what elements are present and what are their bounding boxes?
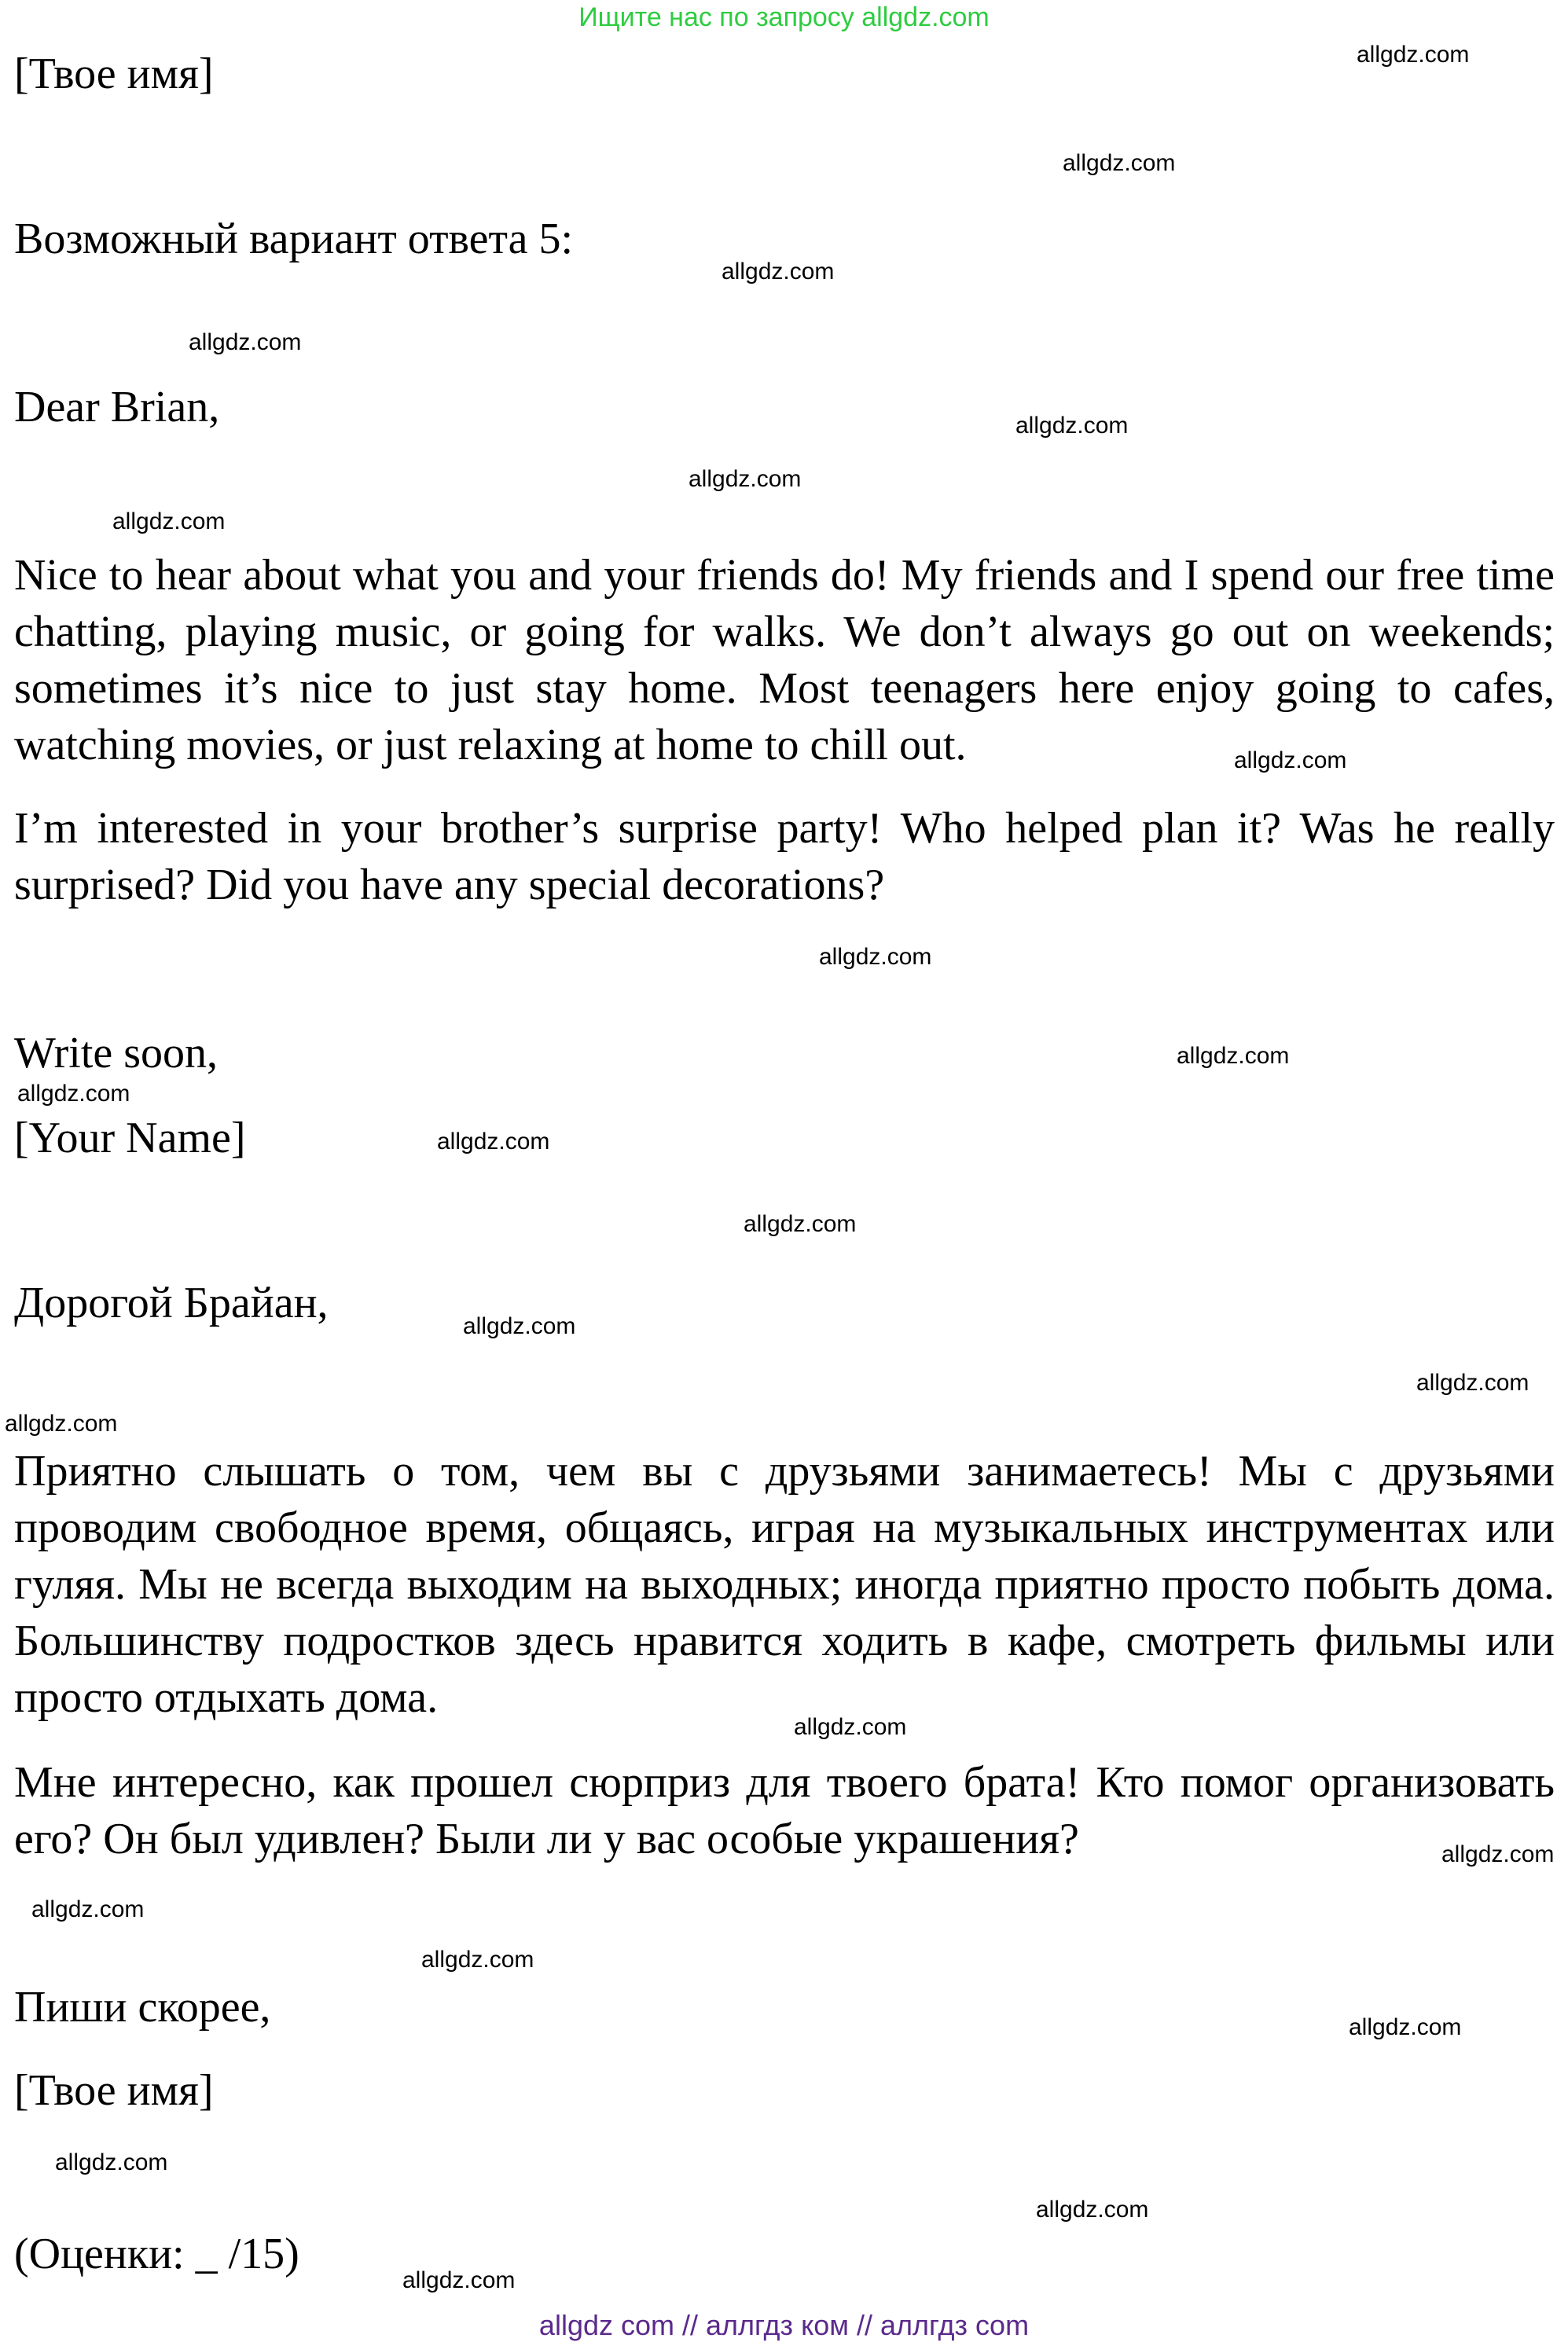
watermark: allgdz.com	[437, 1129, 550, 1154]
watermark: allgdz.com	[421, 1947, 534, 1973]
score-line: (Оценки: _ /15)	[14, 2230, 299, 2278]
variant-heading: Возможный вариант ответа 5:	[14, 215, 574, 263]
watermark: allgdz.com	[819, 944, 932, 970]
watermark: allgdz.com	[112, 508, 226, 534]
watermark: allgdz.com	[1416, 1370, 1529, 1396]
watermark: allgdz.com	[722, 259, 835, 284]
watermark: allgdz.com	[744, 1211, 857, 1237]
watermark: allgdz.com	[5, 1411, 118, 1437]
watermark: allgdz.com	[1015, 413, 1129, 439]
watermark: allgdz.com	[689, 466, 802, 492]
watermark: allgdz.com	[1349, 2014, 1462, 2040]
english-closing: Write soon,	[14, 1029, 218, 1077]
russian-paragraph-1: Приятно слышать о том, чем вы с друзьями занимаетесь! Мы с друзьями проводим свободное время, общаясь, играя на музыкальных инструментах или гуляя. Мы не всегда выходим на выходных; иногда приятно просто побыть дома. Большинству подростков здесь нравится ходить в кафе, смотреть фильмы или просто отдыхать дома.	[14, 1447, 1555, 1722]
watermark: allgdz.com	[55, 2149, 168, 2175]
watermark: allgdz.com	[1441, 1841, 1555, 1867]
watermark: allgdz.com	[1357, 42, 1470, 68]
watermark: allgdz.com	[1036, 2197, 1149, 2223]
russian-paragraph-2: Мне интересно, как прошел сюрприз для твоего брата! Кто помог организовать его? Он был удивлен? Были ли у вас особые украшения?	[14, 1758, 1555, 1863]
russian-closing: Пиши скорее,	[14, 1983, 271, 2032]
watermark: allgdz.com	[463, 1313, 576, 1339]
english-signature: [Your Name]	[14, 1114, 246, 1162]
watermark: allgdz.com	[189, 329, 302, 355]
watermark: allgdz.com	[31, 1896, 145, 1922]
english-paragraph-2: I’m interested in your brother’s surprise party! Who helped plan it? Was he really surprised? Did you have any special decorations?	[14, 804, 1555, 909]
watermark: allgdz.com	[1177, 1043, 1290, 1069]
english-greeting: Dear Brian,	[14, 383, 220, 431]
russian-signature: [Твое имя]	[14, 2066, 214, 2115]
watermark: allgdz.com	[17, 1081, 130, 1107]
watermark: allgdz.com	[1234, 747, 1347, 773]
russian-greeting: Дорогой Брайан,	[14, 1279, 329, 1327]
english-paragraph-1: Nice to hear about what you and your friends do! My friends and I spend our free time chatting, playing music, or going for walks. We don’t always go out on weekends; sometimes it’s nice to just stay home. Most teenagers here enjoy going to cafes, watching movies, or just relaxing at home to chill out.	[14, 551, 1555, 769]
top-banner[interactable]: Ищите нас по запросу allgdz.com	[578, 2, 990, 32]
watermark: allgdz.com	[1063, 150, 1176, 176]
watermark: allgdz.com	[402, 2267, 516, 2293]
watermark: allgdz.com	[794, 1714, 907, 1740]
bottom-banner[interactable]: allgdz com // аллгдз ком // аллгдз com	[538, 2309, 1030, 2341]
previous-letter-signature: [Твое имя]	[14, 50, 214, 98]
